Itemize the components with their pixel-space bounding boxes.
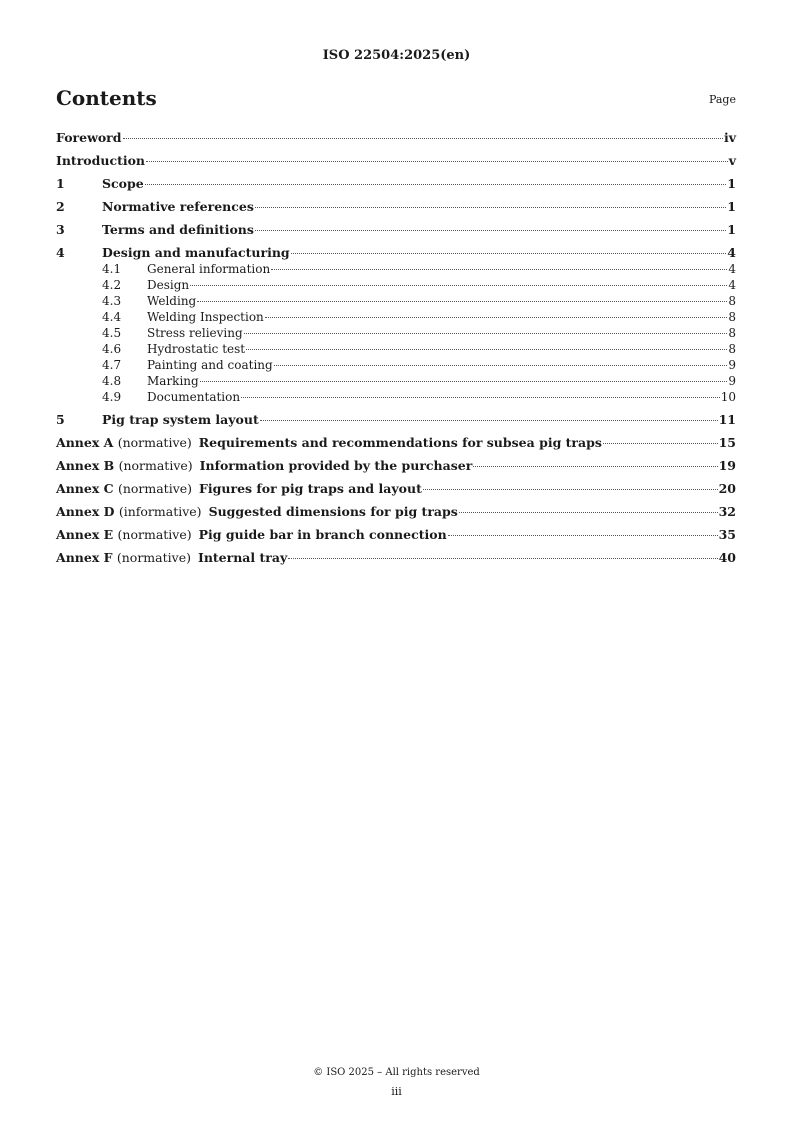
annex-type: (normative) <box>117 481 193 496</box>
table-of-contents <box>56 130 736 573</box>
toc-entry-page: 4 <box>728 278 736 292</box>
toc-entry-number: 4.9 <box>102 390 122 404</box>
toc-entry-title: Pig trap system layout <box>102 412 259 427</box>
toc-entry-page: 4 <box>728 262 736 276</box>
toc-entry-page: 15 <box>718 435 736 450</box>
annex-type: (normative) <box>116 550 191 565</box>
dot-leader <box>197 301 727 302</box>
dot-leader <box>146 161 728 162</box>
dot-leader <box>291 253 727 254</box>
dot-leader <box>246 349 727 350</box>
annex-type: (normative) <box>117 527 192 542</box>
toc-entry-clause-1[interactable] <box>56 176 736 192</box>
annex-type: (normative) <box>117 435 192 450</box>
page-number: iii <box>391 1085 402 1098</box>
toc-entry-number: 5 <box>56 412 65 427</box>
dot-leader <box>448 535 718 536</box>
dot-leader <box>260 420 718 421</box>
annex-label: Annex E <box>56 527 114 542</box>
toc-entry-title: Introduction <box>56 153 146 168</box>
page-column-label: Page <box>708 93 736 106</box>
toc-entry-page: 1 <box>727 176 736 191</box>
toc-entry-number: 4.8 <box>102 374 122 388</box>
toc-entry-title: Documentation <box>147 390 241 404</box>
toc-entry-title: Terms and definitions <box>102 222 254 237</box>
toc-subentry-4-4[interactable] <box>56 309 736 325</box>
toc-entry-page: 19 <box>718 458 736 473</box>
toc-entry-number: 4.7 <box>102 358 122 372</box>
dot-leader <box>200 381 728 382</box>
toc-entry-title: Design <box>147 278 190 292</box>
toc-entry-page: 32 <box>718 504 736 519</box>
dot-leader <box>123 138 723 139</box>
toc-entry-title: Pig guide bar in branch connection <box>198 527 447 542</box>
dot-leader <box>145 184 727 185</box>
toc-entry-number: 4.3 <box>102 294 122 308</box>
dot-leader <box>241 397 720 398</box>
toc-entry-clause-2[interactable] <box>56 199 736 215</box>
toc-entry-title: Normative references <box>102 199 254 214</box>
toc-entry-clause-5[interactable] <box>56 412 736 428</box>
toc-entry-foreword[interactable] <box>56 130 736 146</box>
toc-subentry-4-7[interactable] <box>56 357 736 373</box>
toc-entry-page: 4 <box>727 245 736 260</box>
annex-label: Annex D <box>56 504 115 519</box>
toc-entry-page: 40 <box>718 550 736 565</box>
toc-entry-title: Marking <box>147 374 199 388</box>
toc-entry-number: 4.1 <box>102 262 122 276</box>
toc-subentry-4-6[interactable] <box>56 341 736 357</box>
dot-leader <box>603 443 718 444</box>
toc-entry-clause-3[interactable] <box>56 222 736 238</box>
copyright-footer: © ISO 2025 – All rights reserved <box>313 1067 480 1078</box>
contents-title: Contents <box>56 86 157 110</box>
dot-leader <box>271 269 727 270</box>
toc-entry-title: Foreword <box>56 130 122 145</box>
toc-entry-page: v <box>728 153 736 168</box>
toc-entry-page: 35 <box>718 527 736 542</box>
toc-entry-number: 4.4 <box>102 310 122 324</box>
toc-entry-annex-c[interactable] <box>56 481 736 497</box>
toc-entry-annex-f[interactable] <box>56 550 736 566</box>
dot-leader <box>274 365 728 366</box>
toc-entry-annex-d[interactable] <box>56 504 736 520</box>
dot-leader <box>244 333 728 334</box>
toc-subentry-4-2[interactable] <box>56 277 736 293</box>
toc-entry-page: 8 <box>728 294 736 308</box>
dot-leader <box>288 558 717 559</box>
toc-entry-page: iv <box>723 130 736 145</box>
document-id-header: ISO 22504:2025(en) <box>322 48 471 63</box>
annex-type: (normative) <box>118 458 193 473</box>
dot-leader <box>265 317 728 318</box>
toc-entry-title: Painting and coating <box>147 358 273 372</box>
toc-entry-title: Stress relieving <box>147 326 243 340</box>
toc-entry-title: Figures for pig traps and layout <box>199 481 422 496</box>
toc-entry-page: 1 <box>727 199 736 214</box>
dot-leader <box>423 489 718 490</box>
toc-entry-title: General information <box>147 262 271 276</box>
annex-label: Annex B <box>56 458 115 473</box>
toc-entry-page: 8 <box>728 342 736 356</box>
toc-entry-number: 1 <box>56 176 65 191</box>
toc-entry-page: 8 <box>728 326 736 340</box>
dot-leader <box>190 285 727 286</box>
toc-entry-title: Hydrostatic test <box>147 342 246 356</box>
toc-entry-title: Welding Inspection <box>147 310 264 324</box>
toc-entry-number: 3 <box>56 222 65 237</box>
toc-entry-clause-4[interactable] <box>56 245 736 261</box>
toc-entry-title: Design and manufacturing <box>102 245 290 260</box>
toc-entry-page: 9 <box>728 374 736 388</box>
toc-entry-title: Requirements and recommendations for subsea pig traps <box>198 435 602 450</box>
toc-entry-annex-b[interactable] <box>56 458 736 474</box>
annex-label: Annex A <box>56 435 114 450</box>
toc-entry-page: 9 <box>728 358 736 372</box>
toc-subentry-4-9[interactable] <box>56 389 736 405</box>
toc-subentry-4-1[interactable] <box>56 261 736 277</box>
toc-entry-title: Information provided by the purchaser <box>199 458 473 473</box>
toc-subentry-4-8[interactable] <box>56 373 736 389</box>
dot-leader <box>459 512 718 513</box>
toc-entry-title: Scope <box>102 176 144 191</box>
dot-leader <box>255 230 726 231</box>
toc-subentry-4-5[interactable] <box>56 325 736 341</box>
toc-entry-introduction[interactable] <box>56 153 736 169</box>
toc-entry-annex-e[interactable] <box>56 527 736 543</box>
annex-label: Annex F <box>56 550 113 565</box>
toc-entry-page: 8 <box>728 310 736 324</box>
toc-entry-page: 10 <box>720 390 736 404</box>
toc-entry-number: 4.2 <box>102 278 122 292</box>
toc-subentry-4-3[interactable] <box>56 293 736 309</box>
toc-entry-page: 1 <box>727 222 736 237</box>
toc-entry-number: 4.5 <box>102 326 122 340</box>
dot-leader <box>473 466 717 467</box>
toc-entry-title: Welding <box>147 294 197 308</box>
toc-entry-page: 20 <box>718 481 736 496</box>
toc-group-clause-4 <box>56 245 736 405</box>
toc-entry-title: Suggested dimensions for pig traps <box>208 504 458 519</box>
toc-entry-page: 11 <box>718 412 736 427</box>
toc-entry-number: 4.6 <box>102 342 122 356</box>
toc-entry-number: 4 <box>56 245 65 260</box>
annex-type: (informative) <box>118 504 202 519</box>
annex-label: Annex C <box>56 481 114 496</box>
toc-entry-annex-a[interactable] <box>56 435 736 451</box>
dot-leader <box>255 207 726 208</box>
toc-entry-number: 2 <box>56 199 65 214</box>
toc-entry-title: Internal tray <box>197 550 288 565</box>
